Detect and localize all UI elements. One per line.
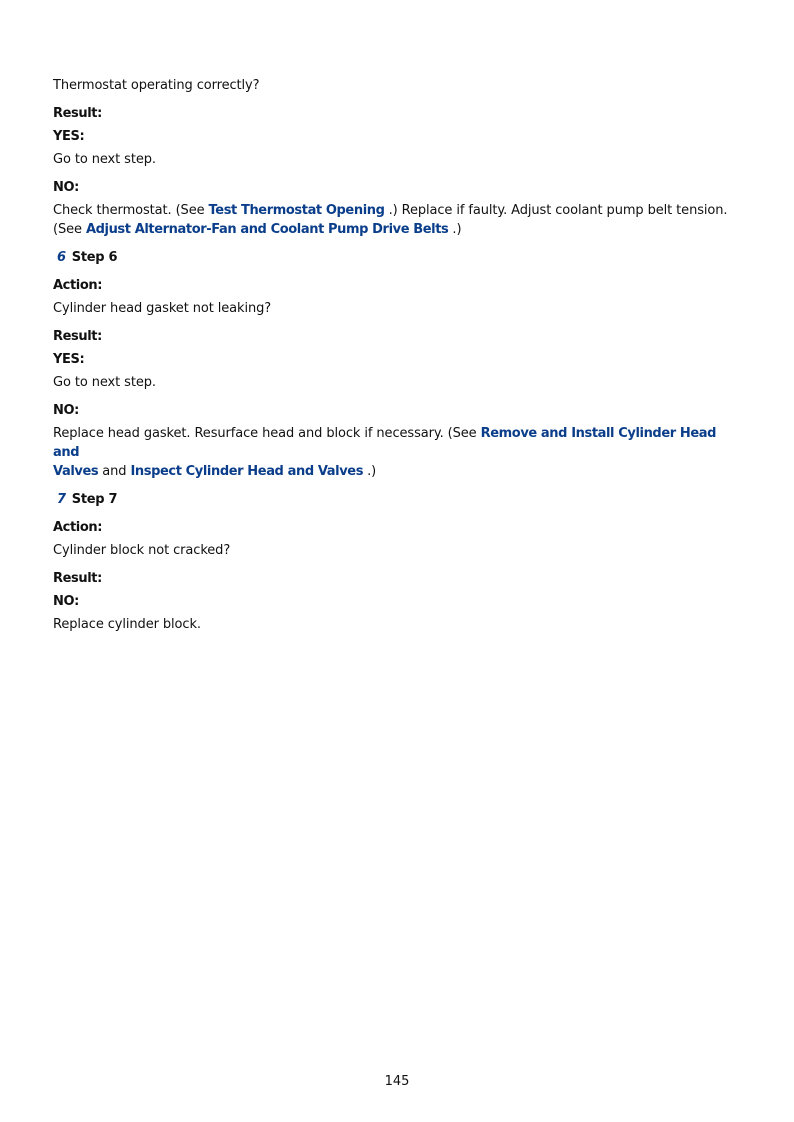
no-text-part: .) Replace if faulty. Adjust coolant pump belt tension. [384, 203, 728, 218]
step-7-number: 7 [57, 492, 66, 507]
action-text: Cylinder head gasket not leaking? [53, 301, 272, 316]
step-7-heading [53, 490, 743, 509]
thermostat-question: Thermostat operating correctly? [53, 78, 260, 93]
document-body [53, 76, 743, 634]
action-label: Action: [53, 520, 103, 535]
link-adjust-drive-belts[interactable]: Adjust Alternator-Fan and Coolant Pump Drive Belts [85, 222, 449, 237]
link-remove-install-cylinder-head-cont[interactable]: Valves [53, 464, 99, 479]
action-label: Action: [53, 278, 103, 293]
no-text-part: (See [53, 222, 86, 237]
step-6-number: 6 [57, 250, 66, 265]
link-test-thermostat-opening[interactable]: Test Thermostat Opening [208, 203, 385, 218]
no-text-part: Check thermostat. (See [53, 203, 209, 218]
no-label: NO: [53, 403, 79, 418]
result-label: Result: [53, 106, 102, 121]
page-number: 145 [384, 1074, 410, 1089]
result-label: Result: [53, 571, 102, 586]
yes-label: YES: [53, 129, 85, 144]
no-text-part: .) [363, 464, 377, 479]
action-text: Cylinder block not cracked? [53, 543, 231, 558]
yes-text: Go to next step. [53, 375, 156, 390]
no-text-part: and [98, 464, 131, 479]
step-7-title: Step 7 [71, 492, 118, 507]
yes-text: Go to next step. [53, 152, 156, 167]
no-label: NO: [53, 180, 79, 195]
no-text: Replace cylinder block. [53, 617, 201, 632]
yes-label: YES: [53, 352, 85, 367]
no-text-part: .) [448, 222, 462, 237]
no-text-part: Replace head gasket. Resurface head and block if necessary. (See [53, 426, 481, 441]
no-label: NO: [53, 594, 79, 609]
link-remove-install-cylinder-head[interactable]: Remove and Install Cylinder Head and [53, 426, 717, 460]
link-inspect-cylinder-head[interactable]: Inspect Cylinder Head and Valves [130, 464, 364, 479]
step-6-title: Step 6 [71, 250, 118, 265]
result-label: Result: [53, 329, 102, 344]
no-text [53, 424, 743, 481]
step-6-heading [53, 248, 743, 267]
no-text [53, 201, 743, 239]
